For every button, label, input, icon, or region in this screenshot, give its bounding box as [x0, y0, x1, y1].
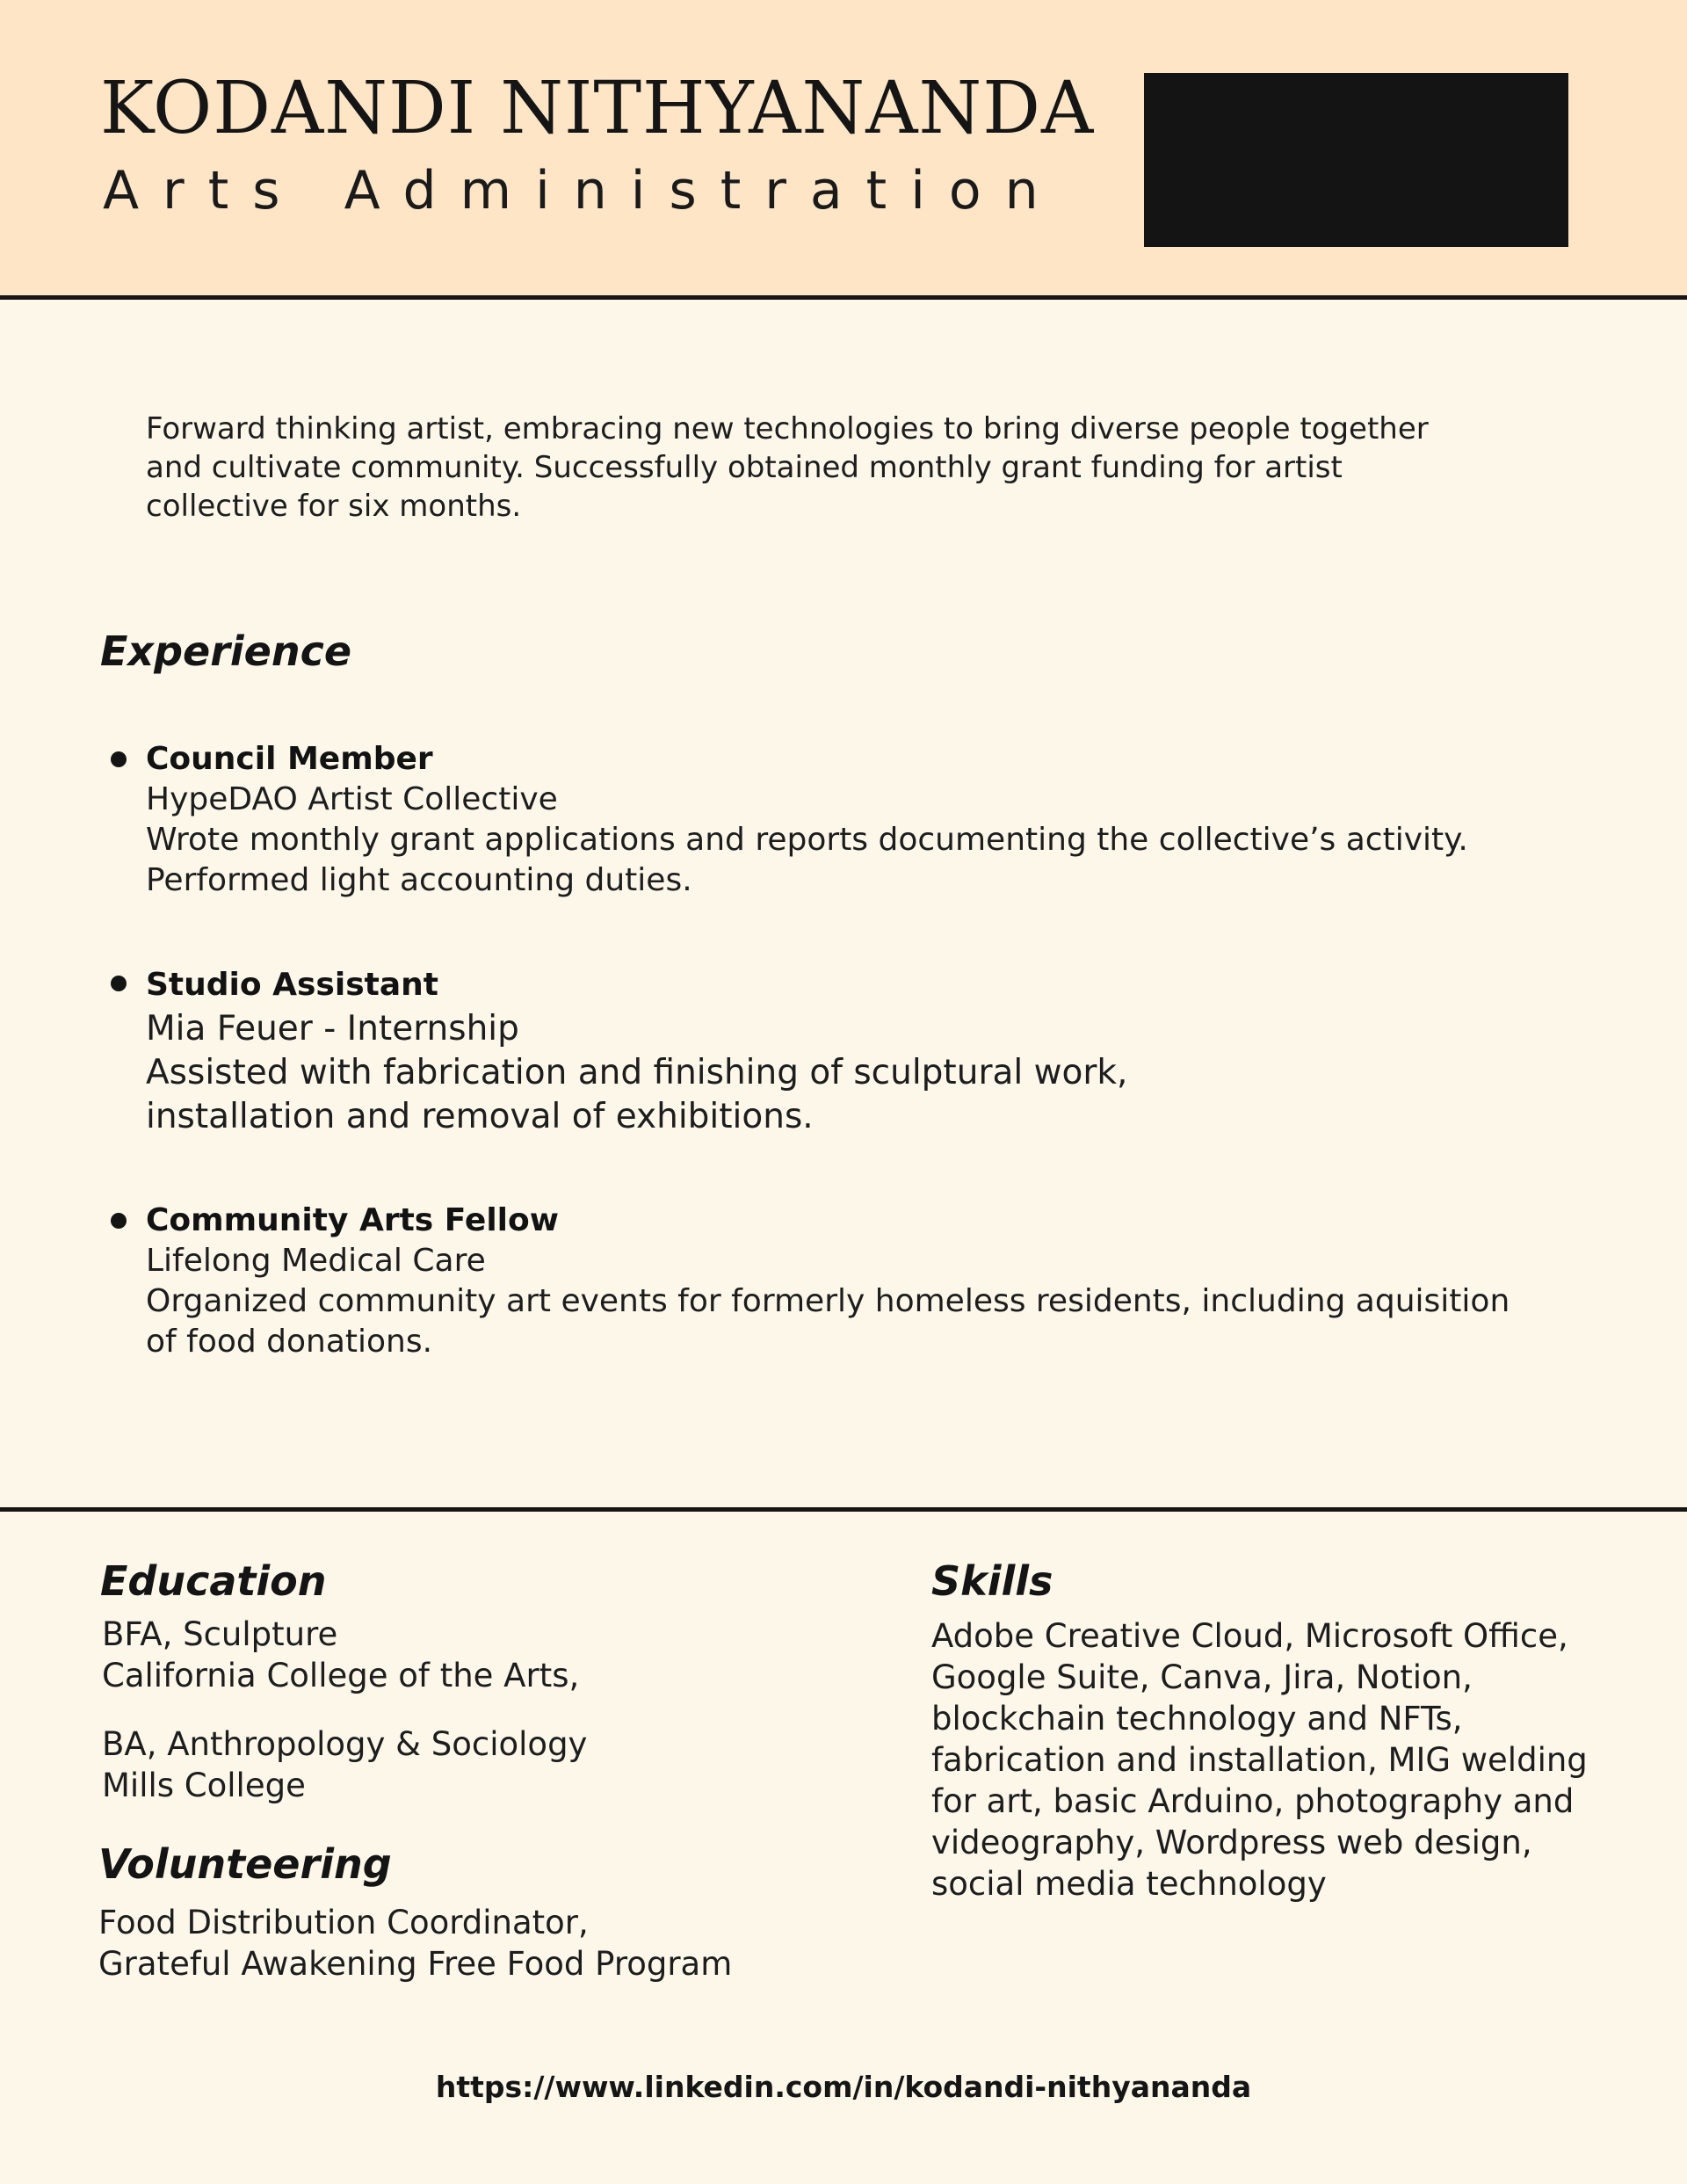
job-title: Community Arts Fellow	[146, 1201, 1517, 1241]
volunteering-organization: Grateful Awakening Free Food Program	[98, 1945, 733, 1983]
experience-item	[146, 963, 1517, 1139]
job-title: Council Member	[146, 739, 1517, 780]
job-organization: Mia Feuer - Internship	[146, 1009, 519, 1048]
skills-list: Adobe Creative Cloud, Microsoft Office, Google Suite, Canva, Jira, Notion, blockchain technology and NFTs, fabrication and installation, MIG welding for art, basic Arduino, photography and videography, Wordpress web design, social media technology	[931, 1617, 1588, 1903]
education-school: California College of the Arts,	[102, 1657, 580, 1694]
job-description: Organized community art events for formerly homeless residents, including aquisition of food donations.	[146, 1283, 1510, 1360]
bullet-icon	[111, 751, 127, 767]
education-heading: Education	[100, 1557, 327, 1605]
candidate-title: Arts Administration	[103, 160, 1062, 221]
education-school: Mills College	[102, 1767, 306, 1804]
bullet-icon	[111, 976, 127, 991]
job-description: Wrote monthly grant applications and reports documenting the collective’s activity. Performed light accounting duties.	[146, 822, 1468, 898]
education-degree: BFA, Sculpture	[102, 1615, 338, 1653]
volunteering-heading: Volunteering	[98, 1840, 392, 1888]
photo-placeholder	[1144, 73, 1568, 247]
volunteering-role: Food Distribution Coordinator,	[98, 1904, 589, 1941]
profile-summary: Forward thinking artist, embracing new technologies to bring diverse people together and cultivate community. Successfully obtained monthly grant funding for artist collective for six months.	[146, 411, 1429, 524]
education-degree: BA, Anthropology & Sociology	[102, 1725, 588, 1763]
experience-item	[146, 739, 1517, 901]
experience-heading: Experience	[100, 628, 352, 675]
job-description: Assisted with fabrication and finishing of sculptural work, installation and removal of exhibitions.	[146, 1053, 1128, 1136]
section-divider	[0, 1507, 1687, 1512]
job-organization: Lifelong Medical Care	[146, 1243, 486, 1279]
job-organization: HypeDAO Artist Collective	[146, 781, 558, 817]
experience-item	[146, 1201, 1517, 1362]
job-title: Studio Assistant	[146, 963, 1517, 1007]
candidate-name: KODANDI NITHYANANDA	[100, 67, 1095, 150]
bullet-icon	[111, 1213, 127, 1229]
linkedin-link[interactable]: https://www.linkedin.com/in/kodandi-nithyananda	[435, 2070, 1252, 2104]
skills-heading: Skills	[931, 1557, 1053, 1605]
resume-header	[0, 0, 1687, 300]
